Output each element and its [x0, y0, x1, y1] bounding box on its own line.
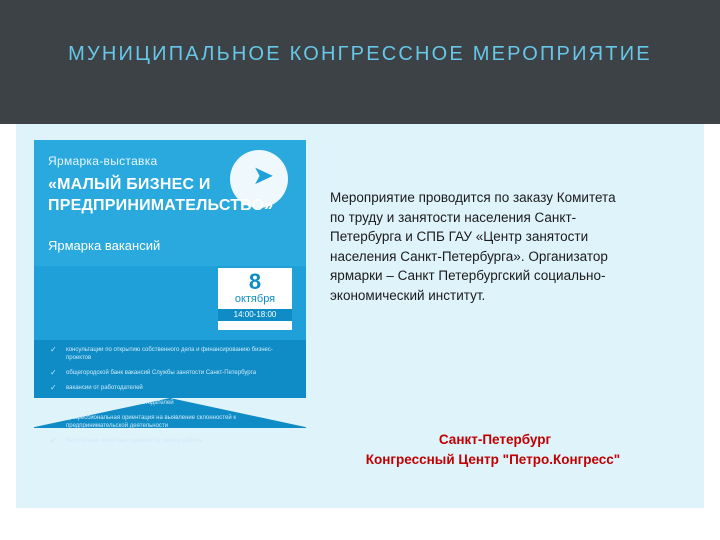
- bottom-margin: [0, 508, 720, 540]
- list-item: [50, 437, 290, 445]
- list-item-label: профессиональная ориентация на выявление склонностей к предпринимательской деятельности: [66, 415, 236, 429]
- list-item-label: консультации по открытию собственного дела и финансированию бизнес-проектов: [66, 347, 273, 361]
- poster-inner: [34, 140, 306, 445]
- bird-icon-glyph: ➤: [252, 160, 274, 190]
- poster-image: [34, 140, 306, 445]
- poster-date-number: 8: [248, 269, 262, 294]
- list-item-label: презентации компаний-работодателей: [66, 400, 174, 406]
- poster-title: «МАЛЫЙ БИЗНЕС И ПРЕДПРИНИМАТЕЛЬСТВО»: [48, 176, 274, 214]
- check-icon: ✓: [50, 345, 57, 354]
- check-icon: ✓: [50, 436, 57, 445]
- poster-date-time: 14:00-18:00: [218, 309, 292, 321]
- check-icon: ✓: [50, 413, 57, 422]
- description-text: Мероприятие проводится по заказу Комитета по труду и занятости населения Санкт-Петербурга и СПБ ГАУ «Центр занятости населения Санкт-Петербурга». Организатор ярмарки – Санкт Петербургский социально-экономический институт.: [330, 190, 616, 303]
- poster-date-box: [218, 268, 292, 330]
- list-item: [50, 384, 290, 392]
- list-item-label: общегородской банк вакансий Службы занятости Санкт-Петербурга: [66, 370, 257, 376]
- list-item: [50, 369, 290, 377]
- poster-subtitle: Ярмарка вакансий: [48, 238, 161, 253]
- page-title: МУНИЦИПАЛЬНОЕ КОНГРЕССНОЕ МЕРОПРИЯТИЕ: [68, 43, 652, 65]
- check-icon: ✓: [50, 383, 57, 392]
- check-icon: ✓: [50, 398, 57, 407]
- footer-city: Санкт-Петербург: [438, 432, 552, 447]
- list-item-label: бесплатные печатные издания по поиску работы: [66, 438, 203, 444]
- list-item: [50, 346, 290, 362]
- check-icon: ✓: [50, 368, 57, 377]
- poster-date-month: октября: [234, 293, 276, 305]
- poster-kicker: Ярмарка-выставка: [48, 154, 158, 168]
- left-margin: [0, 124, 16, 508]
- list-item-label: вакансии от работодателей: [66, 385, 143, 391]
- poster-bottom-notch: [30, 398, 310, 428]
- footer-venue: Конгрессный Центр "Петро.Конгресс": [365, 452, 621, 467]
